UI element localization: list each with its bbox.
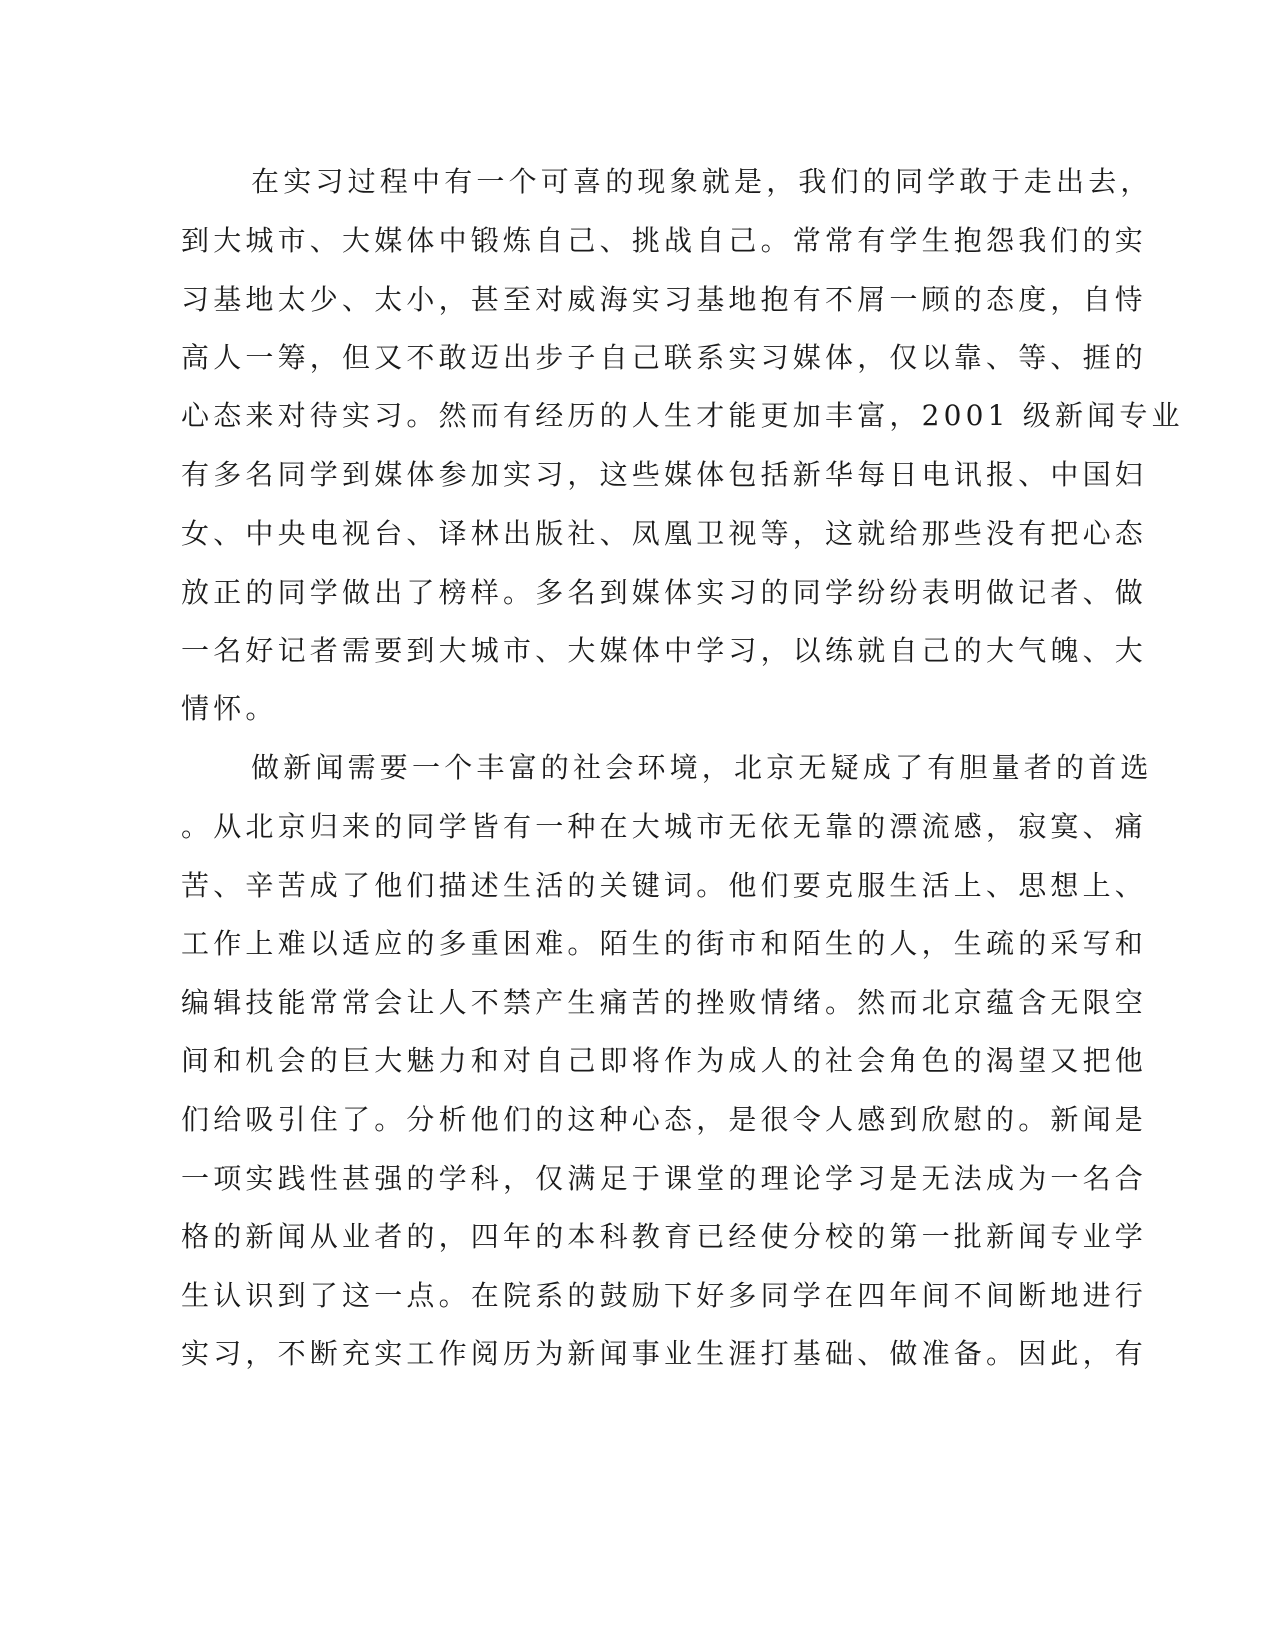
paragraph-2-line-9: 格的新闻从业者的，四年的本科教育已经使分校的第一批新闻专业学 (181, 1220, 1148, 1253)
paragraph-1-line-4: 高人一筹，但又不敢迈出步子自己联系实习媒体，仅以靠、等、捱的 (181, 341, 1148, 374)
paragraph-1-line-9: 一名好记者需要到大城市、大媒体中学习，以练就自己的大气魄、大 (181, 634, 1148, 667)
paragraph-1-line-10: 情怀。 (181, 692, 278, 725)
paragraph-2-line-3: 苦、辛苦成了他们描述生活的关键词。他们要克服生活上、思想上、 (181, 869, 1148, 902)
paragraph-2-line-8: 一项实践性甚强的学科，仅满足于课堂的理论学习是无法成为一名合 (181, 1162, 1148, 1195)
paragraph-2-line-6: 间和机会的巨大魅力和对自己即将作为成人的社会角色的渴望又把他 (181, 1044, 1148, 1077)
paragraph-1-line-2: 到大城市、大媒体中锻炼自己、挑战自己。常常有学生抱怨我们的实 (181, 224, 1148, 257)
paragraph-2-line-10: 生认识到了这一点。在院系的鼓励下好多同学在四年间不间断地进行 (181, 1279, 1148, 1312)
paragraph-1-line-8: 放正的同学做出了榜样。多名到媒体实习的同学纷纷表明做记者、做 (181, 576, 1148, 609)
paragraph-1-line-7: 女、中央电视台、译林出版社、凤凰卫视等，这就给那些没有把心态 (181, 517, 1148, 550)
paragraph-2-line-11: 实习，不断充实工作阅历为新闻事业生涯打基础、做准备。因此，有 (181, 1337, 1148, 1370)
paragraph-2-line-4: 工作上难以适应的多重困难。陌生的街市和陌生的人，生疏的采写和 (181, 927, 1148, 960)
paragraph-2-line-7: 们给吸引住了。分析他们的这种心态，是很令人感到欣慰的。新闻是 (181, 1103, 1148, 1136)
paragraph-2-line-2: 。从北京归来的同学皆有一种在大城市无依无靠的漂流感，寂寞、痛 (181, 810, 1148, 843)
paragraph-1-line-6: 有多名同学到媒体参加实习，这些媒体包括新华每日电讯报、中国妇 (181, 458, 1148, 491)
paragraph-1-line-5: 心态来对待实习。然而有经历的人生才能更加丰富，2001 级新闻专业 (181, 399, 1184, 432)
paragraph-1-line-1: 在实习过程中有一个可喜的现象就是，我们的同学敢于走出去， (251, 165, 1153, 198)
paragraph-1-line-3: 习基地太少、太小，甚至对威海实习基地抱有不屑一顾的态度，自恃 (181, 283, 1148, 316)
paragraph-2-line-5: 编辑技能常常会让人不禁产生痛苦的挫败情绪。然而北京蕴含无限空 (181, 986, 1148, 1019)
paragraph-2-line-1: 做新闻需要一个丰富的社会环境，北京无疑成了有胆量者的首选 (251, 751, 1153, 784)
